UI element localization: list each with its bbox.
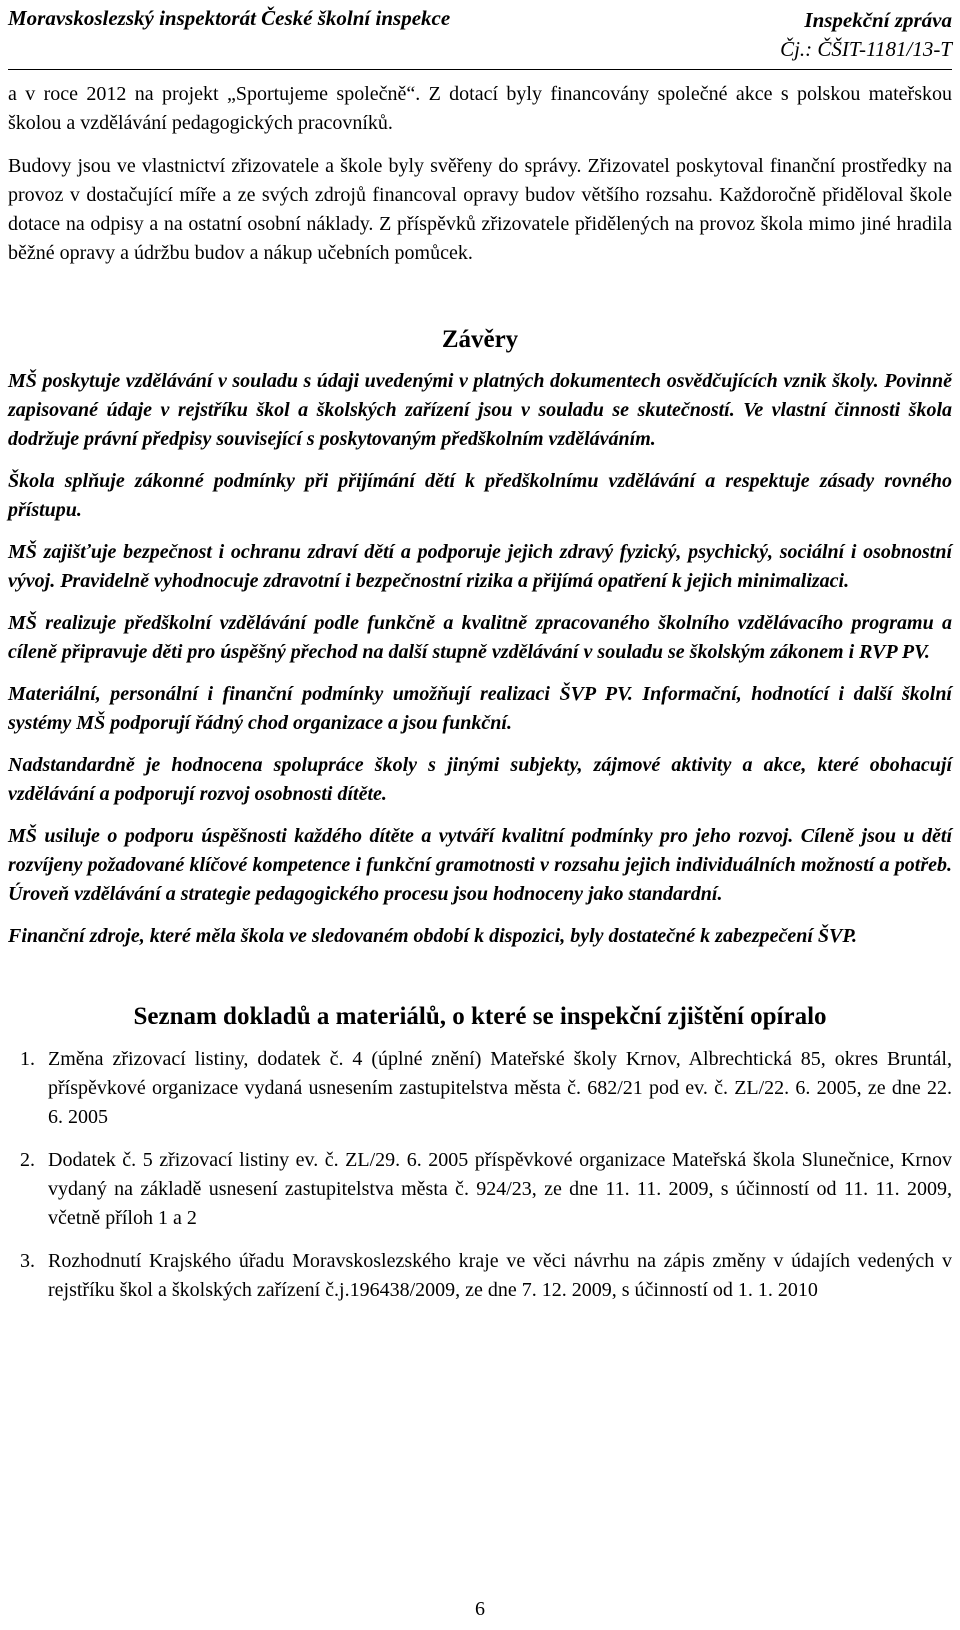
conclusion-paragraph: MŠ usiluje o podporu úspěšnosti každého dítěte a vytváří kvalitní podmínky pro jeho rozvoj. Cíleně jsou u dětí rozvíjeny požadované klíčové kompetence i funkční gramotnosti v rozsahu jejich individuálních možností a potřeb. Úroveň vzdělávání a strategie pedagogického procesu jsou hodnoceny jako standardní. bbox=[8, 825, 952, 905]
list-item bbox=[8, 1146, 952, 1233]
conclusion-paragraph: Finanční zdroje, které měla škola ve sledovaném období k dispozici, byly dostatečné k zabezpečení ŠVP. bbox=[8, 925, 858, 947]
list-item-text: Dodatek č. 5 zřizovací listiny ev. č. ZL/29. 6. 2005 příspěvkové organizace Mateřská škola Slunečnice, Krnov vydaný na základě usnesení zastupitelstva města č. 924/23, ze dne 11. 11. 2009, s účinností od 11. 11. 2009, včetně příloh 1 a 2 bbox=[48, 1149, 952, 1229]
page-number: 6 bbox=[475, 1598, 485, 1620]
conclusion-paragraph: MŠ realizuje předškolní vzdělávání podle funkčně a kvalitně zpracovaného školního vzdělávacího programu a cíleně připravuje děti pro úspěšný přechod na další stupně vzdělávání v souladu se školským zákonem i RVP PV. bbox=[8, 612, 952, 663]
list-item-number: 2. bbox=[20, 1149, 35, 1171]
header-reference-number: Čj.: ČŠIT-1181/13-T bbox=[780, 37, 952, 61]
conclusion-paragraph: Nadstandardně je hodnocena spolupráce školy s jinými subjekty, zájmové aktivity a akce, které obohacují vzdělávání a podporují rozvoj osobnosti dítěte. bbox=[8, 754, 952, 805]
header-divider bbox=[8, 69, 952, 70]
conclusions-section bbox=[8, 367, 952, 951]
list-item-number: 1. bbox=[20, 1048, 35, 1070]
conclusion-paragraph: Materiální, personální i finanční podmínky umožňují realizaci ŠVP PV. Informační, hodnotící i další školní systémy MŠ podporují řádný chod organizace a jsou funkční. bbox=[8, 683, 952, 734]
documents-list bbox=[8, 1045, 952, 1305]
list-item-number: 3. bbox=[20, 1250, 35, 1272]
conclusion-paragraph: MŠ poskytuje vzdělávání v souladu s údaji uvedenými v platných dokumentech osvědčujících vznik školy. Povinně zapisované údaje v rejstříku škol a školských zařízení jsou v souladu se skutečností. Ve vlastní činnosti škola dodržuje právní předpisy související s poskytovaným předškolním vzděláváním. bbox=[8, 370, 952, 450]
conclusion-paragraph: MŠ zajišťuje bezpečnost i ochranu zdraví dětí a podporuje jejich zdravý fyzický, psychický, sociální i osobnostní vývoj. Pravidelně vyhodnocuje zdravotní i bezpečnostní rizika a přijímá opatření k jejich minimalizaci. bbox=[8, 541, 952, 592]
list-item bbox=[8, 1247, 952, 1305]
conclusion-paragraph: Škola splňuje zákonné podmínky při přijímání dětí k předškolnímu vzdělávání a respektuje zásady rovného přístupu. bbox=[8, 470, 952, 521]
conclusions-heading: Závěry bbox=[441, 326, 519, 353]
intro-section bbox=[8, 80, 952, 268]
page-content bbox=[8, 80, 952, 1305]
intro-paragraph: Budovy jsou ve vlastnictví zřizovatele a škole byly svěřeny do správy. Zřizovatel poskytoval finanční prostředky na provoz v dostačující míře a ze svých zdrojů financoval opravy budov většího rozsahu. Každoročně přiděloval škole dotace na odpisy a na ostatní osobní náklady. Z příspěvků zřizovatele přidělených na provoz škola mimo jiné hradila běžné opravy a údržbu budov a nákup učebních pomůcek. bbox=[8, 155, 952, 264]
intro-paragraph: a v roce 2012 na projekt „Sportujeme společně“. Z dotací byly financovány společné akce s polskou mateřskou školou a vzdělávání pedagogických pracovníků. bbox=[8, 83, 952, 134]
header-institution: Moravskoslezský inspektorát České školní inspekce bbox=[8, 6, 451, 30]
header-report-info bbox=[780, 6, 952, 64]
documents-heading: Seznam dokladů a materiálů, o které se inspekční zjištění opíralo bbox=[133, 1003, 827, 1030]
list-item bbox=[8, 1045, 952, 1132]
list-item-text: Změna zřizovací listiny, dodatek č. 4 (úplné znění) Mateřské školy Krnov, Albrechtická 85, okres Bruntál, příspěvkové organizace vydaná usnesením zastupitelstva města č. 682/21 pod ev. č. ZL/22. 6. 2005, ze dne 22. 6. 2005 bbox=[48, 1048, 952, 1128]
header-report-title: Inspekční zpráva bbox=[804, 8, 952, 32]
page-header bbox=[8, 6, 952, 66]
list-item-text: Rozhodnutí Krajského úřadu Moravskoslezského kraje ve věci návrhu na zápis změny v údajích vedených v rejstříku škol a školských zařízení č.j.196438/2009, ze dne 7. 12. 2009, s účinností od 1. 1. 2010 bbox=[48, 1250, 952, 1301]
